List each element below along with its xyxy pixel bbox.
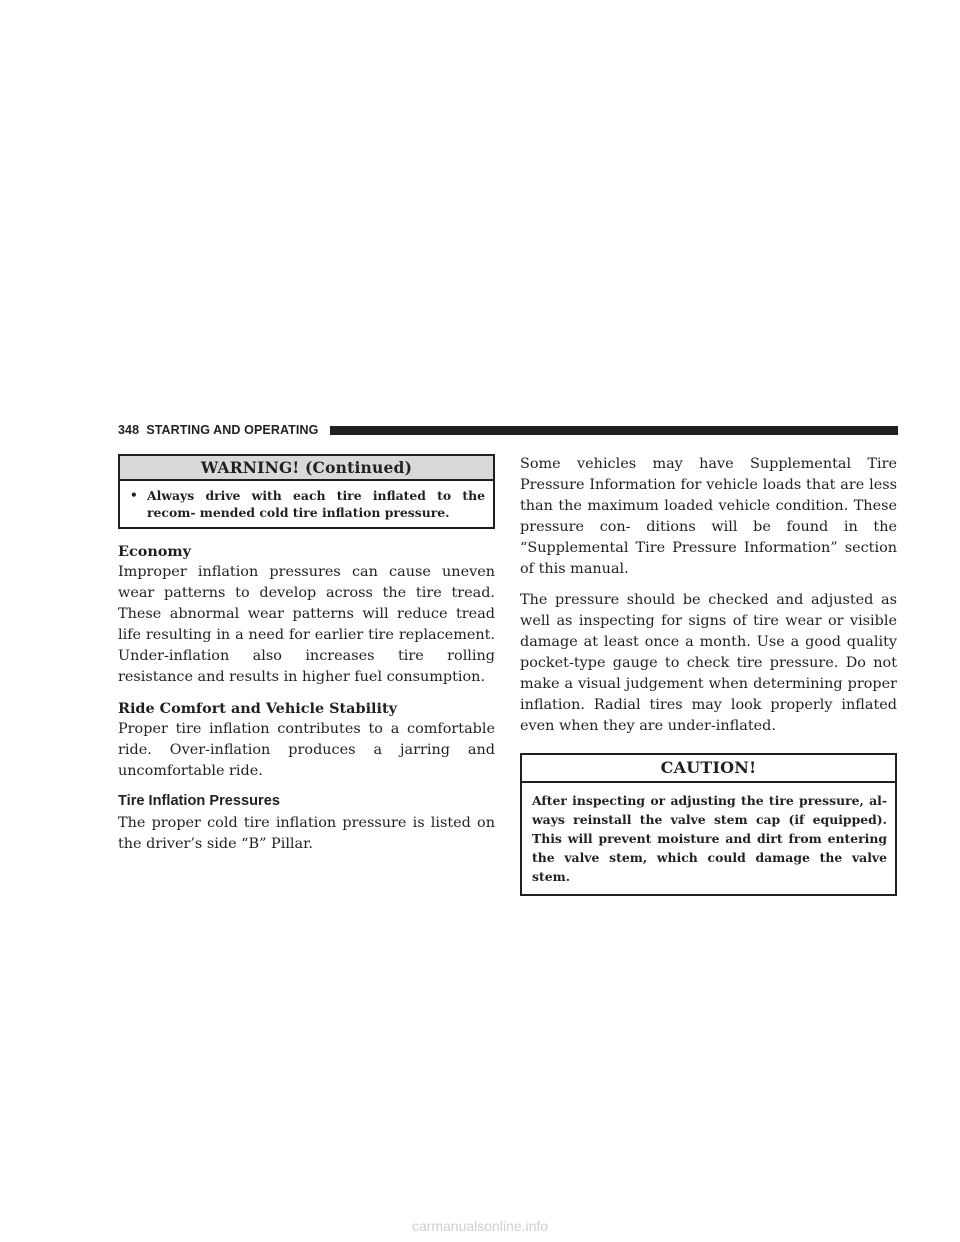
footer-watermark: carmanualsonline.info	[411, 1218, 549, 1234]
ride-comfort-body: Proper tire inflation contributes to a comfortable ride. Over-inflation produces a jarring and uncomfortable ride.	[118, 721, 495, 779]
caution-body: After inspecting or adjusting the tire pressure, al- ways reinstall the valve stem cap (if equipped). This will prevent moisture and dirt from entering the valve stem, which could damage the valve stem.	[532, 793, 887, 884]
section-title: STARTING AND OPERATING	[146, 423, 319, 437]
tire-inflation-body: The proper cold tire inflation pressure is listed on the driver’s side “B” Pillar.	[118, 815, 495, 852]
bullet-icon: •	[130, 488, 138, 502]
warning-body	[120, 481, 493, 527]
tire-inflation-heading: Tire Inflation Pressures	[118, 793, 280, 809]
page-header	[118, 422, 898, 438]
warning-bullet-text: Always drive with each tire inflated to the recom- mended cold tire inflation pressure.	[147, 488, 485, 520]
page-number: 348	[118, 423, 140, 437]
ride-comfort-heading: Ride Comfort and Vehicle Stability	[118, 700, 397, 717]
caution-title: CAUTION!	[522, 755, 895, 783]
economy-body: Improper inflation pressures can cause uneven wear patterns to develop across the tire tread. These abnormal wear patterns will reduce tread life resulting in a need for earlier tire replacement. Under-inflation also increases tire rolling resistance and results in higher fuel consumption.	[118, 564, 495, 685]
left-column	[118, 454, 495, 865]
caution-box	[520, 753, 897, 896]
header-rule-bar	[330, 426, 898, 435]
economy-heading: Economy	[118, 543, 191, 560]
warning-title: WARNING! (Continued)	[120, 456, 493, 481]
warning-bullet-item	[130, 487, 485, 521]
warning-box	[118, 454, 495, 529]
pressure-check-paragraph: The pressure should be checked and adjusted as well as inspecting for signs of tire wear or visible damage at least once a month. Use a good quality pocket-type gauge to check tire pressure. Do not make a visual judgement when determining proper inflation. Radial tires may look properly inflated even when they are under-inflated.	[520, 592, 897, 734]
page-header-text	[118, 422, 318, 438]
supplemental-pressure-paragraph: Some vehicles may have Supplemental Tire Pressure Information for vehicle loads that are less than the maximum loaded vehicle condition. These pressure con- ditions will be found in the “Supplemental Tire Pressure Information” section of this manual.	[520, 456, 897, 577]
right-column	[520, 454, 897, 896]
